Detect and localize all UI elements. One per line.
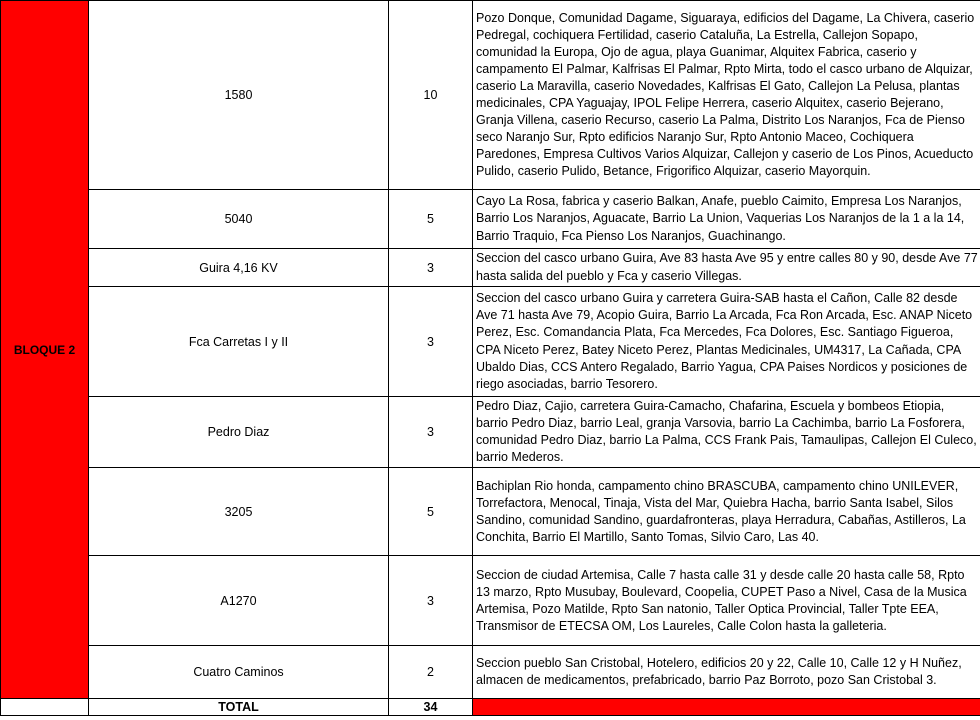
circuit-cell: Fca Carretas I y II	[89, 287, 389, 397]
table-row	[1, 190, 980, 249]
count-cell: 2	[389, 646, 473, 699]
count-cell: 3	[389, 249, 473, 287]
areas-cell: Seccion de ciudad Artemisa, Calle 7 hasta calle 31 y desde calle 20 hasta calle 58, Rpto 13 marzo, Rpto Musubay, Boulevard, Coopelia, CUPET Paso a Nivel, Casa de la Musica Artemisa, Pozo Matilde, Rpto San natonio, Taller Optica Provincial, Taller Tpte EEA, Transmisor de ETECSA OM, Los Laureles, Calle Colon hasta la galleteria.	[473, 556, 980, 646]
count-cell: 3	[389, 287, 473, 397]
circuit-cell: 3205	[89, 468, 389, 556]
areas-cell: Seccion del casco urbano Guira, Ave 83 hasta Ave 95 y entre calles 80 y 90, desde Ave 77 hasta salida del pueblo y Fca y caserio Villegas.	[473, 249, 980, 287]
areas-cell: Cayo La Rosa, fabrica y caserio Balkan, Anafe, pueblo Caimito, Empresa Los Naranjos, Barrio Los Naranjos, Aguacate, Barrio La Union, Vaquerias Los Naranjos de la 1 a la 14, Barrio Traquio, Fca Pienso Los Naranjos, Guachinango.	[473, 190, 980, 249]
count-cell: 10	[389, 1, 473, 190]
count-cell: 5	[389, 190, 473, 249]
total-red-fill	[473, 699, 980, 716]
total-row	[1, 699, 980, 716]
circuit-cell: Pedro Diaz	[89, 397, 389, 468]
table-row	[1, 646, 980, 699]
total-label: TOTAL	[89, 699, 389, 716]
table-row	[1, 1, 980, 190]
table-row	[1, 287, 980, 397]
areas-cell: Bachiplan Rio honda, campamento chino BRASCUBA, campamento chino UNILEVER, Torrefactora, Menocal, Tinaja, Vista del Mar, Quiebra Hacha, barrio Santa Isabel, Silos Sandino, comunidad Sandino, guardafronteras, playa Herradura, Cabañas, Astilleros, La Conchita, Barrio El Martillo, Santo Tomas, Silvio Caro, Las 40.	[473, 468, 980, 556]
table-row	[1, 556, 980, 646]
table-row	[1, 468, 980, 556]
circuit-cell: 1580	[89, 1, 389, 190]
count-cell: 3	[389, 556, 473, 646]
areas-cell: Seccion del casco urbano Guira y carretera Guira-SAB hasta el Cañon, Calle 82 desde Ave 71 hasta Ave 79, Acopio Guira, Barrio La Arcada, Fca Ron Arcada, Esc. ANAP Niceto Perez, Esc. Comandancia Plata, Fca Mercedes, Fca Dolores, Esc. Santiago Figueroa, CPA Niceto Perez, Batey Niceto Perez, Plantas Medicinales, UM4317, La Cañada, CPA Ubaldo Dias, CCS Antero Regalado, Barrio Yagua, CPA Paises Nordicos y posiciones de riego asociadas, barrio Tesorero.	[473, 287, 980, 397]
areas-cell: Pozo Donque, Comunidad Dagame, Siguaraya, edificios del Dagame, La Chivera, caserio Pedregal, cochiquera Fertilidad, caserio Cataluña, La Estrella, Callejon Sopapo, comunidad la Europa, Ojo de agua, playa Guanimar, Alquitex Fabrica, caserio y campamento El Palmar, Kalfrisas El Palmar, Rpto Mirta, todo el casco urbano de Alquizar, caserio La Maravilla, caserio Novedades, Kalfrisas El Gato, Callejon La Pelusa, plantas medicinales, CPA Yaguajay, IPOL Felipe Herrera, caserio Alquitex, caserio Bejerano, Granja Villena, caserio Recurso, caserio La Palma, Distrito Los Naranjos, Fca de Pienso seco Naranjo Sur, Rpto edificios Naranjo Sur, Rpto Antonio Maceo, Cochiquera Paredones, Empresa Cultivos Varios Alquizar, Callejon y caserio de Los Pinos, Acueducto Pulido, caserio Pulido, Betance, Frigorifico Alquizar, caserio Mayorquin.	[473, 1, 980, 190]
block-label: BLOQUE 2	[13, 342, 76, 357]
circuit-cell: Cuatro Caminos	[89, 646, 389, 699]
circuit-cell: Guira 4,16 KV	[89, 249, 389, 287]
table-row	[1, 249, 980, 287]
circuit-cell: 5040	[89, 190, 389, 249]
areas-cell: Seccion pueblo San Cristobal, Hotelero, edificios 20 y 22, Calle 10, Calle 12 y H Nuñez, almacen de medicamentos, prefabricado, barrio Paz Borroto, pozo San Cristobal 3.	[473, 646, 980, 699]
areas-cell: Pedro Diaz, Cajio, carretera Guira-Camacho, Chafarina, Escuela y bombeos Etiopia, barrio Pedro Diaz, barrio Leal, granja Varsovia, barrio La Cachimba, barrio La Fosforera, comunidad Pedro Diaz, barrio La Palma, CCS Frank Pais, Tamaulipas, Callejon El Culeco, barrio Mederos.	[473, 397, 980, 468]
table-row	[1, 397, 980, 468]
count-cell: 5	[389, 468, 473, 556]
total-count: 34	[389, 699, 473, 716]
count-cell: 3	[389, 397, 473, 468]
circuit-cell: A1270	[89, 556, 389, 646]
total-empty-cell	[1, 699, 89, 716]
block-label-cell	[1, 1, 89, 699]
